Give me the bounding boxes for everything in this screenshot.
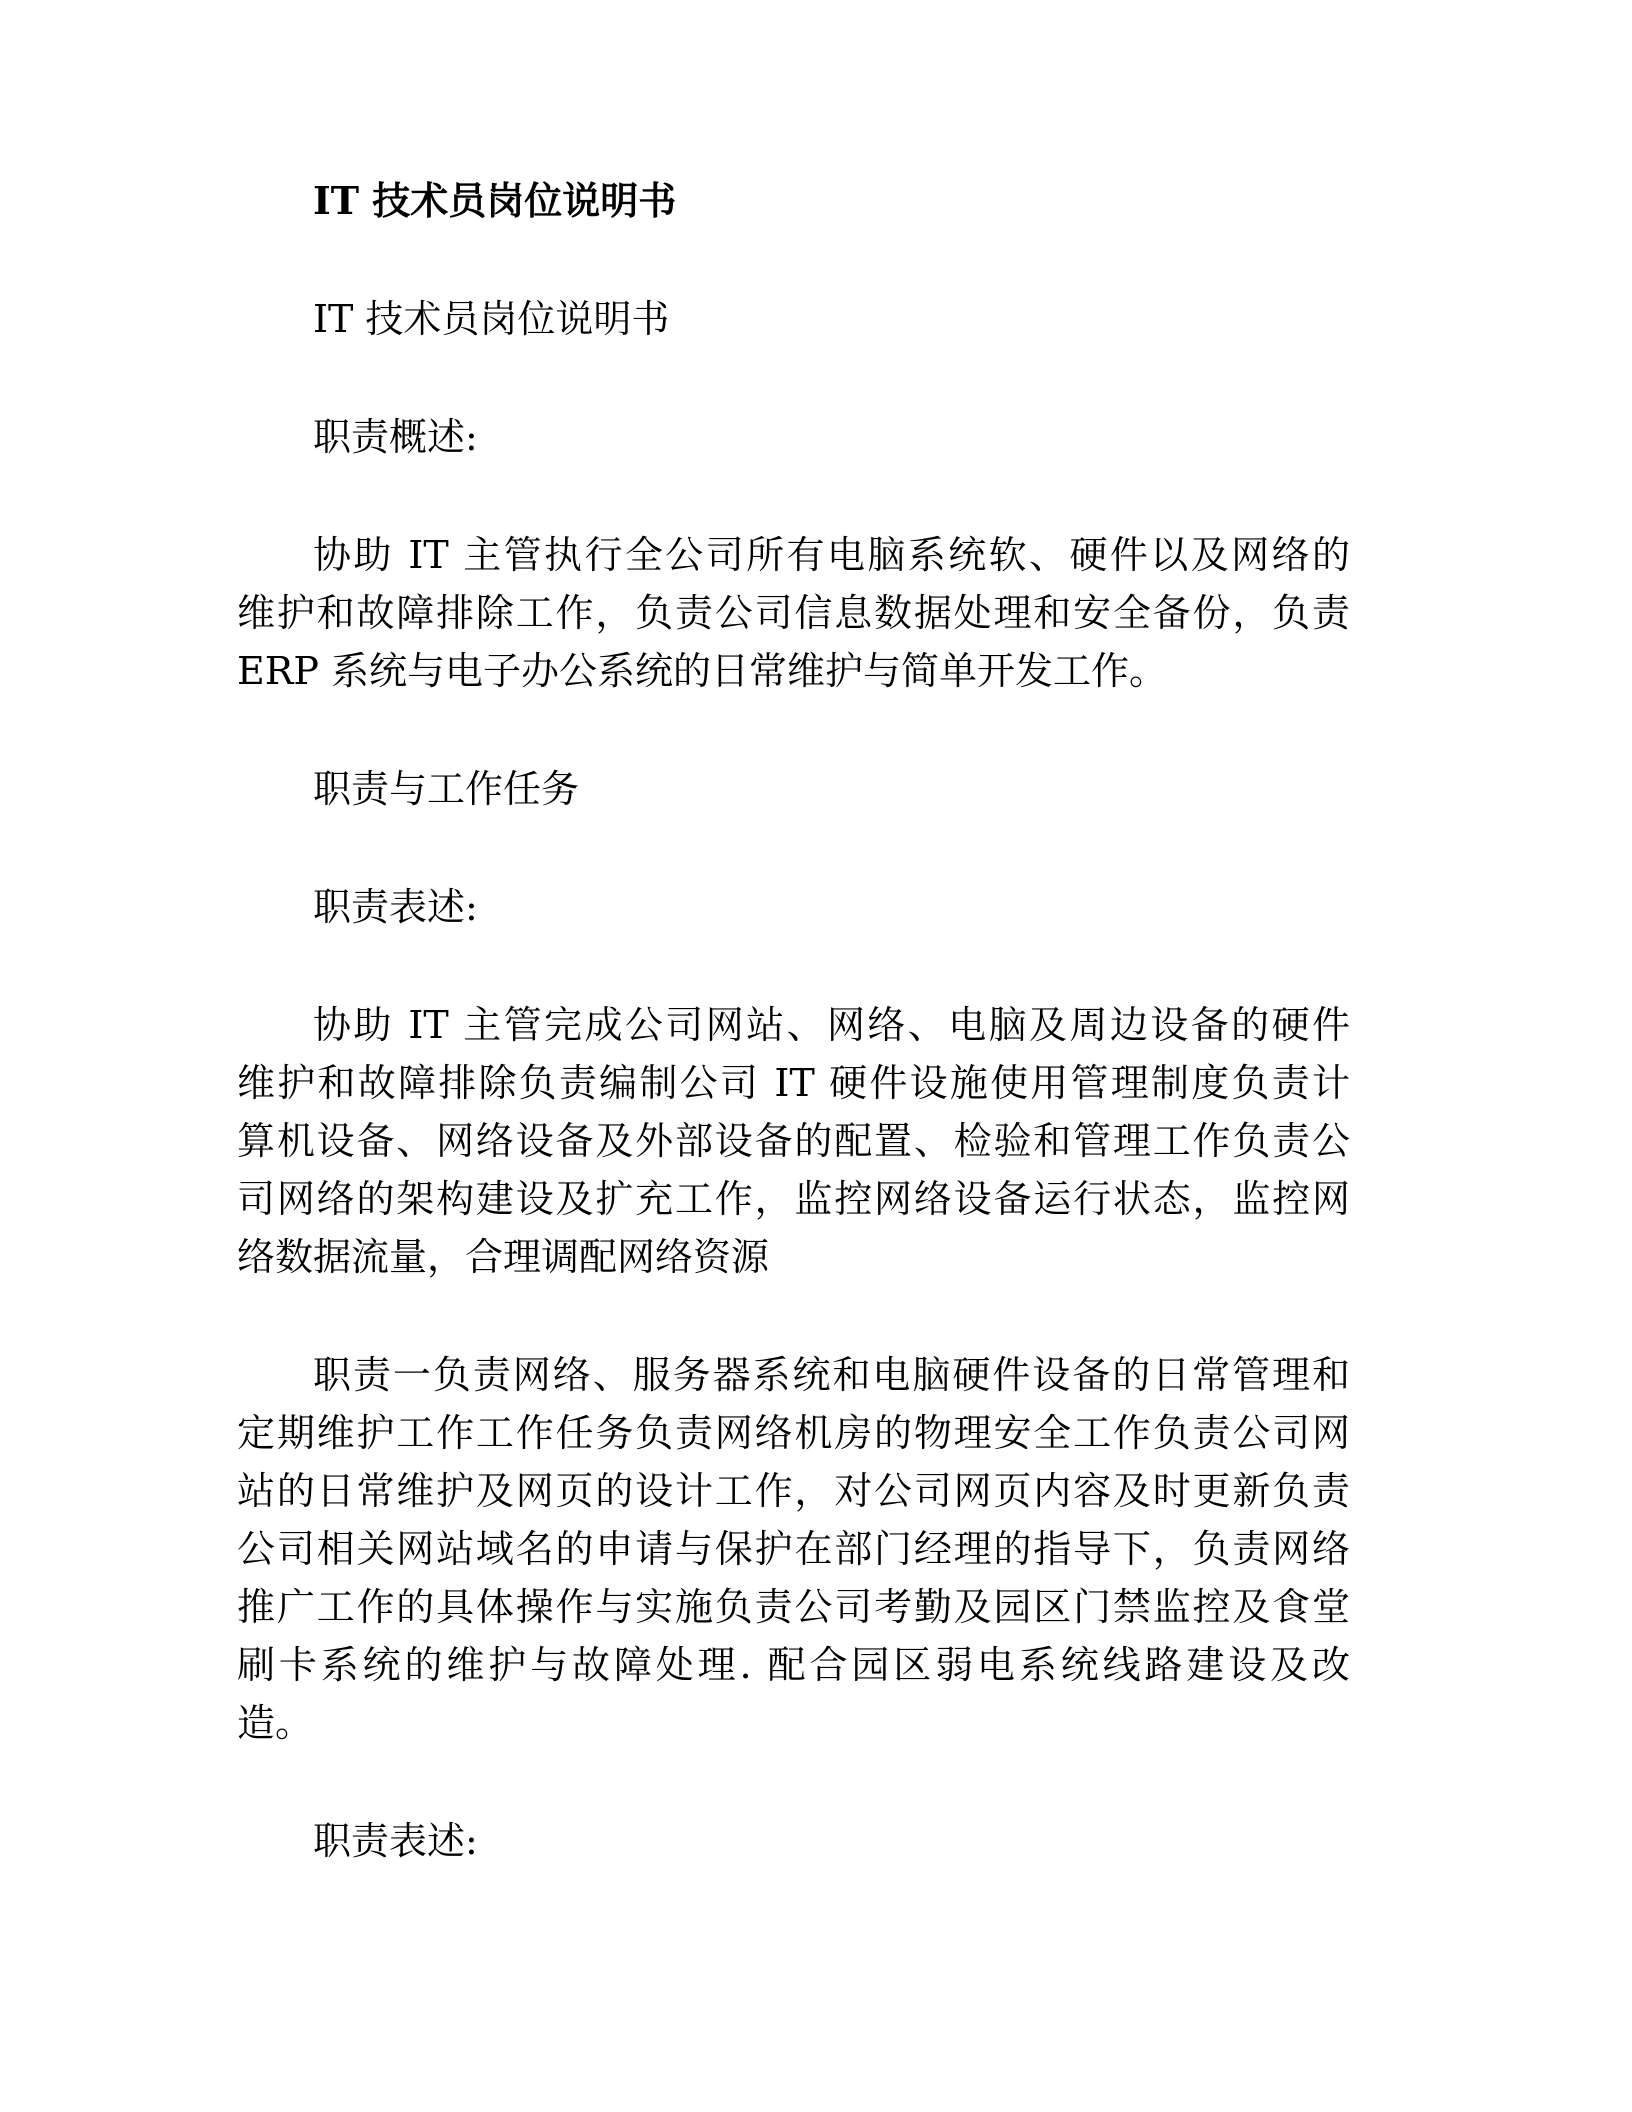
paragraph — [237, 996, 1350, 1286]
section-heading: IT 技术员岗位说明书 — [313, 297, 670, 341]
paragraph-line: 造。 — [237, 1701, 314, 1745]
paragraph — [237, 1346, 1350, 1752]
paragraph-line: 协助 IT 主管执行全公司所有电脑系统软、硬件以及网络的 — [313, 533, 1350, 577]
document-title: IT 技术员岗位说明书 — [313, 178, 677, 223]
paragraph — [237, 526, 1350, 700]
paragraph-line: 维护和故障排除工作，负责公司信息数据处理和安全备份，负责 — [237, 591, 1350, 635]
paragraph-line: 定期维护工作工作任务负责网络机房的物理安全工作负责公司网 — [237, 1411, 1350, 1455]
paragraph-line: 公司相关网站域名的申请与保护在部门经理的指导下，负责网络 — [237, 1527, 1350, 1571]
paragraph-line: 站的日常维护及网页的设计工作，对公司网页内容及时更新负责 — [237, 1469, 1350, 1513]
document-body — [237, 172, 1350, 1930]
paragraph-line: 司网络的架构建设及扩充工作，监控网络设备运行状态，监控网 — [237, 1177, 1350, 1221]
paragraph-line: 推广工作的具体操作与实施负责公司考勤及园区门禁监控及食堂 — [237, 1585, 1350, 1629]
paragraph-line: 协助 IT 主管完成公司网站、网络、电脑及周边设备的硬件 — [313, 1003, 1350, 1047]
section-heading: 职责表述: — [313, 885, 478, 929]
paragraph-line: 算机设备、网络设备及外部设备的配置、检验和管理工作负责公 — [237, 1119, 1350, 1163]
paragraph-line: 络数据流量，合理调配网络资源 — [237, 1235, 770, 1279]
paragraph-line: 刷卡系统的维护与故障处理. 配合园区弱电系统线路建设及改 — [237, 1643, 1350, 1687]
section-heading: 职责概述: — [313, 415, 478, 459]
section-heading: 职责与工作任务 — [313, 767, 580, 811]
paragraph-line: ERP 系统与电子办公系统的日常维护与简单开发工作。 — [237, 649, 1168, 693]
section-heading: 职责表述: — [313, 1819, 478, 1863]
paragraph-line: 维护和故障排除负责编制公司 IT 硬件设施使用管理制度负责计 — [237, 1061, 1350, 1105]
paragraph-line: 职责一负责网络、服务器系统和电脑硬件设备的日常管理和 — [313, 1353, 1350, 1397]
